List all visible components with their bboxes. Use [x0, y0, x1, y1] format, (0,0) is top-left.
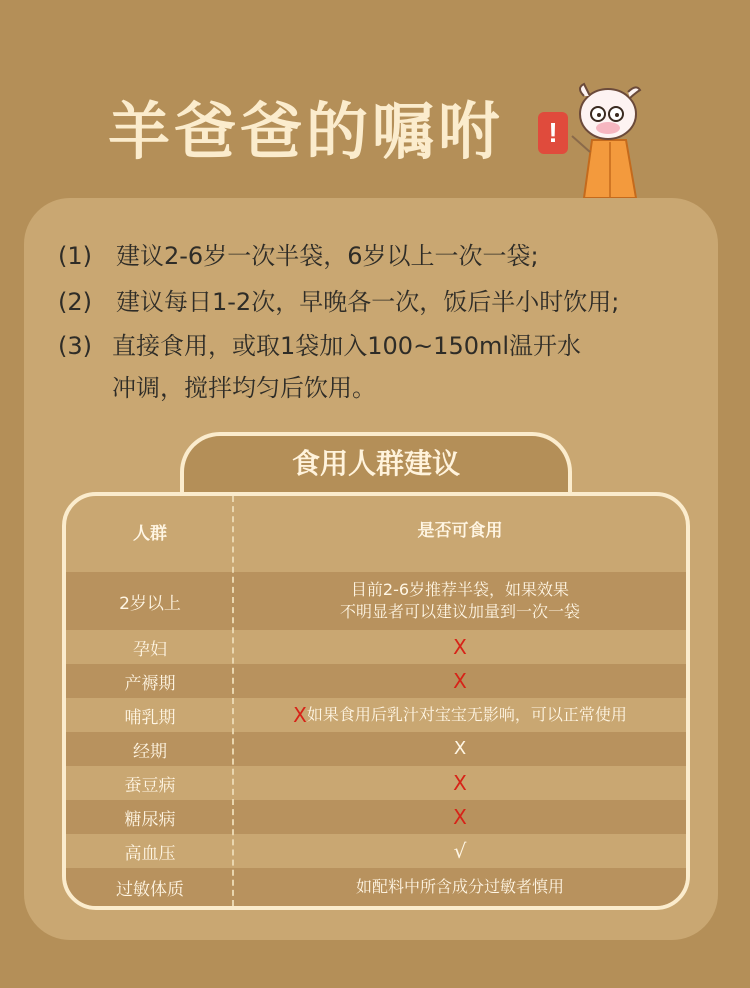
table-row — [66, 732, 686, 766]
advice-line: 目前2-6岁推荐半袋，如果效果 — [350, 580, 570, 599]
header-group: 人群 — [133, 523, 167, 544]
suitability-table — [62, 492, 690, 910]
row-group: 产褥期 — [124, 673, 176, 694]
instruction-text: 建议每日1-2次，早晚各一次，饭后半小时饮用; — [116, 288, 620, 316]
instruction-text: 冲调，搅拌均匀后饮用。 — [112, 374, 376, 402]
instruction-number: (2) — [58, 288, 92, 316]
exclamation-badge: ! — [538, 112, 568, 154]
instruction-number: (1) — [58, 242, 92, 270]
table-row — [66, 868, 686, 906]
advice-line: 不明显者可以建议加量到一次一袋 — [339, 602, 580, 621]
not-suitable-mark: X — [453, 771, 467, 795]
table-row — [66, 800, 686, 834]
not-suitable-mark: X — [453, 669, 467, 693]
row-group: 孕妇 — [133, 639, 167, 660]
row-group: 过敏体质 — [116, 879, 184, 900]
row-advice — [234, 572, 686, 630]
row-group: 蚕豆病 — [124, 775, 176, 796]
instruction-text: 建议2-6岁一次半袋，6岁以上一次一袋; — [116, 242, 539, 270]
instruction-text: 直接食用，或取1袋加入100~150ml温开水 — [112, 332, 582, 360]
advice-text: 如配料中所含成分过敏者慎用 — [355, 877, 564, 896]
row-advice — [234, 630, 686, 664]
row-advice — [234, 868, 686, 906]
row-advice — [234, 800, 686, 834]
table-title: 食用人群建议 — [291, 447, 460, 480]
header-advice: 是否可食用 — [417, 521, 503, 541]
row-advice — [234, 766, 686, 800]
row-advice — [234, 834, 686, 868]
column-divider — [232, 496, 234, 906]
instruction-item — [58, 326, 581, 366]
row-advice — [234, 732, 686, 766]
table-row — [66, 834, 686, 868]
page-title: 羊爸爸的嘱咐 — [108, 95, 505, 168]
not-suitable-mark: X — [453, 805, 467, 829]
row-group: 糖尿病 — [124, 809, 176, 830]
row-advice — [234, 698, 686, 732]
row-group: 哺乳期 — [124, 707, 176, 728]
row-group: 高血压 — [124, 843, 176, 864]
not-suitable-mark: X — [293, 703, 307, 727]
instruction-number: (3) — [58, 332, 92, 360]
table-header-row — [66, 496, 686, 566]
instruction-item — [58, 236, 539, 276]
table-row — [66, 664, 686, 698]
row-group: 经期 — [133, 741, 167, 762]
table-row — [66, 698, 686, 732]
table-row — [66, 630, 686, 664]
instruction-item — [58, 282, 619, 322]
sheep-mascot-icon — [570, 80, 650, 202]
row-advice — [234, 664, 686, 698]
advice-text: 如果食用后乳汁对宝宝无影响，可以正常使用 — [306, 705, 627, 724]
table-row — [66, 766, 686, 800]
not-suitable-mark: X — [453, 635, 467, 659]
not-suitable-mark: X — [453, 738, 467, 759]
table-row — [66, 572, 686, 630]
instruction-item — [112, 368, 376, 408]
row-group: 2岁以上 — [119, 593, 181, 614]
suitable-check-mark: √ — [453, 839, 467, 863]
